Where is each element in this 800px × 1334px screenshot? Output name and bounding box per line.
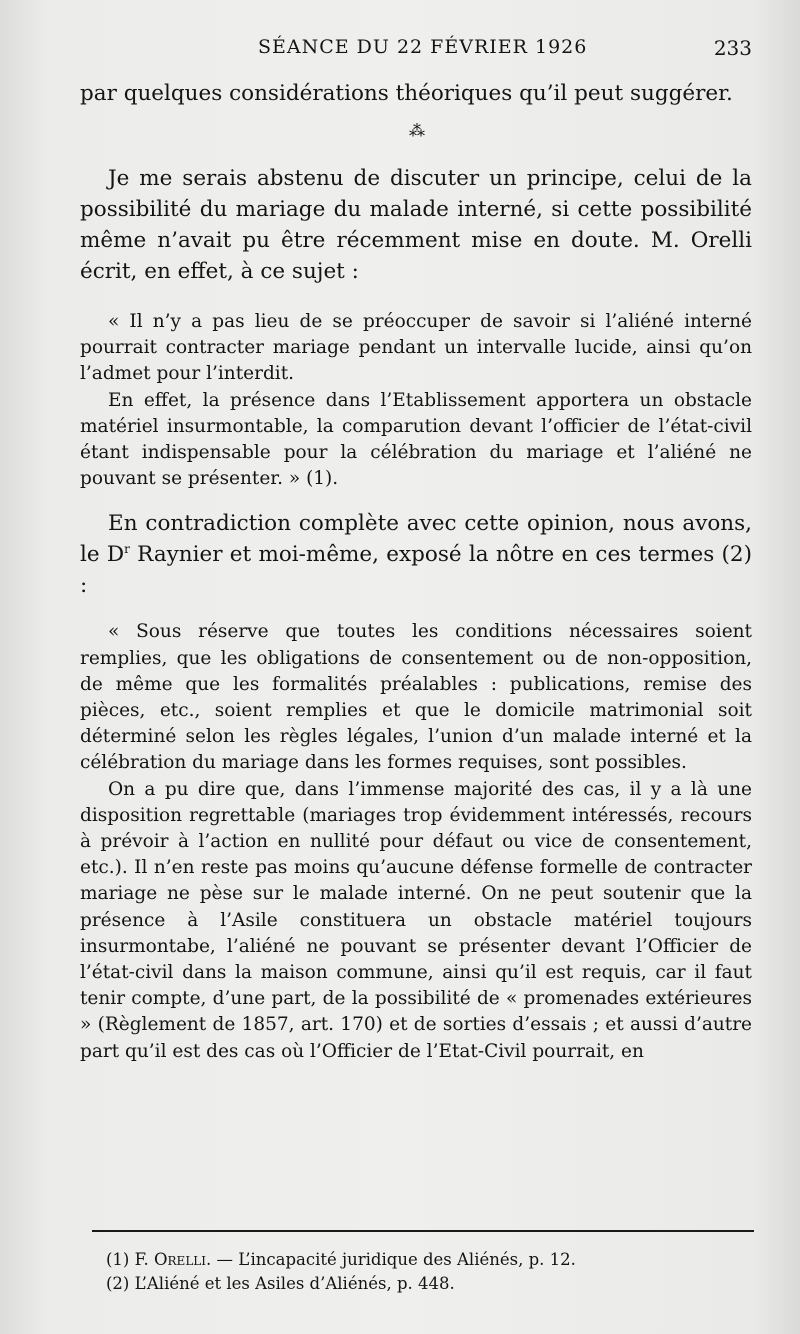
- footnote-2: [106, 1272, 726, 1296]
- footnotes: [106, 1248, 726, 1296]
- paragraph-contradiction: [80, 508, 752, 601]
- body-text: [80, 78, 752, 1065]
- paragraph-continuation: par quelques considérations théoriques qu’il peut suggérer.: [80, 81, 733, 106]
- quote-authors-1: « Sous réserve que toutes les conditions nécessaires soient remplies, que les obligations de consentement ou de non-opposition, de même que les formalités préalables : publications, remise des pièces, etc., soient remplies et que le domicile matrimonial soit déterminé selon les règles légales, l’union d’un malade interné et la célébration du mariage dans les formes requises, sont possibles.: [80, 621, 752, 774]
- footnote-2-text: L’Aliéné et les Asiles d’Aliénés, p. 448.: [134, 1274, 455, 1293]
- footnote-2-mark: (2): [106, 1274, 130, 1293]
- page-header: [80, 36, 752, 66]
- doctor-superscript: r: [124, 542, 130, 557]
- quote-orelli-1: « Il n’y a pas lieu de se préoccuper de savoir si l’aliéné interné pourrait contracter mariage pendant un intervalle lucide, ainsi qu’on l’admet pour l’interdit.: [80, 311, 752, 385]
- footnote-1: [106, 1248, 726, 1272]
- paragraph-orelli-intro: Je me serais abstenu de discuter un principe, celui de la possibilité du mariage du malade interné, si cette possibilité même n’avait pu être récemment mise en doute. M. Orelli écrit, en effet, à ce sujet :: [80, 166, 752, 284]
- asterism-separator: ⁂: [409, 121, 423, 140]
- paragraph-contradiction-end: Raynier et moi-même, exposé la nôtre en ces termes (2) :: [80, 542, 753, 599]
- paragraph-contradiction-start: En contradiction complète avec cette opinion, nous avons, le D: [80, 511, 752, 568]
- footnote-1-author: F. Orelli.: [134, 1250, 212, 1269]
- footnote-1-text: — L’incapacité juridique des Aliénés, p. 12.: [211, 1250, 576, 1269]
- quote-orelli-2: En effet, la présence dans l’Etablissement apportera un obstacle matériel insurmontable, la comparution devant l’officier de l’état-civil étant indispensable pour la célébration du mariage et l’aliéné ne pouvant se présenter. » (1).: [80, 389, 752, 490]
- page-number: 233: [713, 36, 752, 60]
- footnote-1-mark: (1): [106, 1250, 130, 1269]
- running-title: SÉANCE DU 22 FÉVRIER 1926: [258, 36, 588, 58]
- quote-authors-2: On a pu dire que, dans l’immense majorité des cas, il y a là une disposition regrettable (mariages trop évidemment intéressés, recours à prévoir à l’action en nullité pour défaut ou vice de consentement, etc.). Il n’en reste pas moins qu’aucune défense formelle de contracter mariage ne pèse sur le malade interné. On ne peut soutenir que la présence à l’Asile constituera un obstacle matériel toujours insurmontabe, l’aliéné ne pouvant se présenter devant l’Officier de l’état-civil dans la maison commune, ainsi qu’il est requis, car il faut tenir compte, d’une part, de la possibilité de « promenades extérieures » (Règlement de 1857, art. 170) et de sorties d’essais ; et aussi d’autre part qu’il est des cas où l’Officier de l’Etat-Civil pourrait, en: [80, 778, 752, 1062]
- footnote-rule: [92, 1230, 754, 1232]
